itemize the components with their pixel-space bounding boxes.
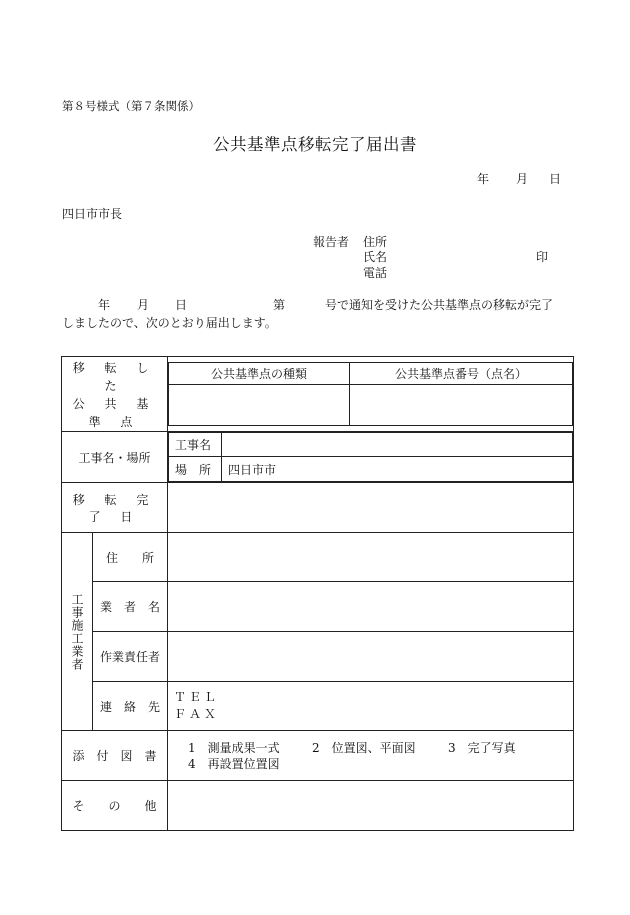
body-day: 日 [175, 298, 188, 312]
body-line1-text: 号で通知を受けた公共基準点の移転が完了 [325, 298, 554, 312]
attachments-row [62, 731, 574, 781]
tel-label: ＴＥＬ [174, 690, 220, 704]
relocated-point-row [62, 357, 574, 432]
body-month: 月 [137, 298, 150, 312]
completion-date-field[interactable] [168, 483, 574, 533]
contractor-contact-field[interactable] [168, 682, 574, 731]
place-label: 場 所 [169, 457, 222, 482]
work-name-field[interactable] [222, 433, 573, 457]
point-type-field[interactable] [169, 385, 350, 426]
attachment-item-4: 4 再設置位置図 [188, 756, 280, 771]
reporter-label: 報告者 [313, 235, 350, 249]
contractor-company-label: 業 者 名 [93, 582, 168, 632]
date-month-label: 月 [516, 172, 529, 186]
point-type-header: 公共基準点の種類 [169, 363, 350, 385]
other-row [62, 781, 574, 831]
attachments-list [168, 731, 574, 781]
document-title: 公共基準点移転完了届出書 [213, 135, 417, 154]
contractor-address-field[interactable] [168, 533, 574, 582]
attachments-label: 添 付 図 書 [62, 731, 168, 781]
place-field[interactable]: 四日市市 [222, 457, 573, 482]
work-row [62, 432, 574, 483]
reporter-phone-label: 電話 [363, 266, 388, 280]
attachment-item-2: 2 位置図、平面図 [312, 740, 416, 755]
contractor-address-label: 住 所 [93, 533, 168, 582]
fax-label: ＦＡＸ [174, 707, 220, 721]
attachment-item-1: 1 測量成果一式 [188, 740, 280, 755]
contractor-manager-label: 作業責任者 [93, 632, 168, 682]
completion-date-label: 移 転 完 了 日 [62, 483, 168, 533]
work-name-place-label: 工事名・場所 [62, 432, 168, 483]
relocated-point-cell [168, 357, 574, 432]
report-table [61, 356, 574, 831]
reporter-address-label: 住所 [363, 235, 388, 249]
work-name-label: 工事名 [169, 433, 222, 457]
point-number-header: 公共基準点番号（点名） [350, 363, 573, 385]
contractor-company-row [62, 582, 574, 632]
body-number-prefix: 第 [273, 298, 286, 312]
contractor-contact-row [62, 682, 574, 731]
seal-mark: 印 [536, 250, 549, 264]
contractor-group-label: 工事施工業者 [62, 533, 93, 731]
addressee: 四日市市長 [62, 207, 123, 221]
body-line2-text: しましたので、次のとおり届出します。 [62, 316, 277, 330]
contractor-contact-label: 連 絡 先 [93, 682, 168, 731]
body-year: 年 [98, 298, 111, 312]
attachment-item-3: 3 完了写真 [448, 740, 516, 755]
point-number-field[interactable] [350, 385, 573, 426]
contractor-address-row [62, 533, 574, 582]
contractor-manager-field[interactable] [168, 632, 574, 682]
reporter-name-label: 氏名 [363, 250, 388, 264]
work-cell [168, 432, 574, 483]
relocated-point-label: 移 転 し た 公 共 基 準 点 [62, 357, 168, 432]
other-label: そ の 他 [62, 781, 168, 831]
completion-date-row [62, 483, 574, 533]
form-number: 第８号様式（第７条関係） [62, 99, 200, 113]
date-day-label: 日 [549, 172, 562, 186]
other-field[interactable] [168, 781, 574, 831]
contractor-company-field[interactable] [168, 582, 574, 632]
contractor-manager-row [62, 632, 574, 682]
date-year-label: 年 [477, 172, 490, 186]
